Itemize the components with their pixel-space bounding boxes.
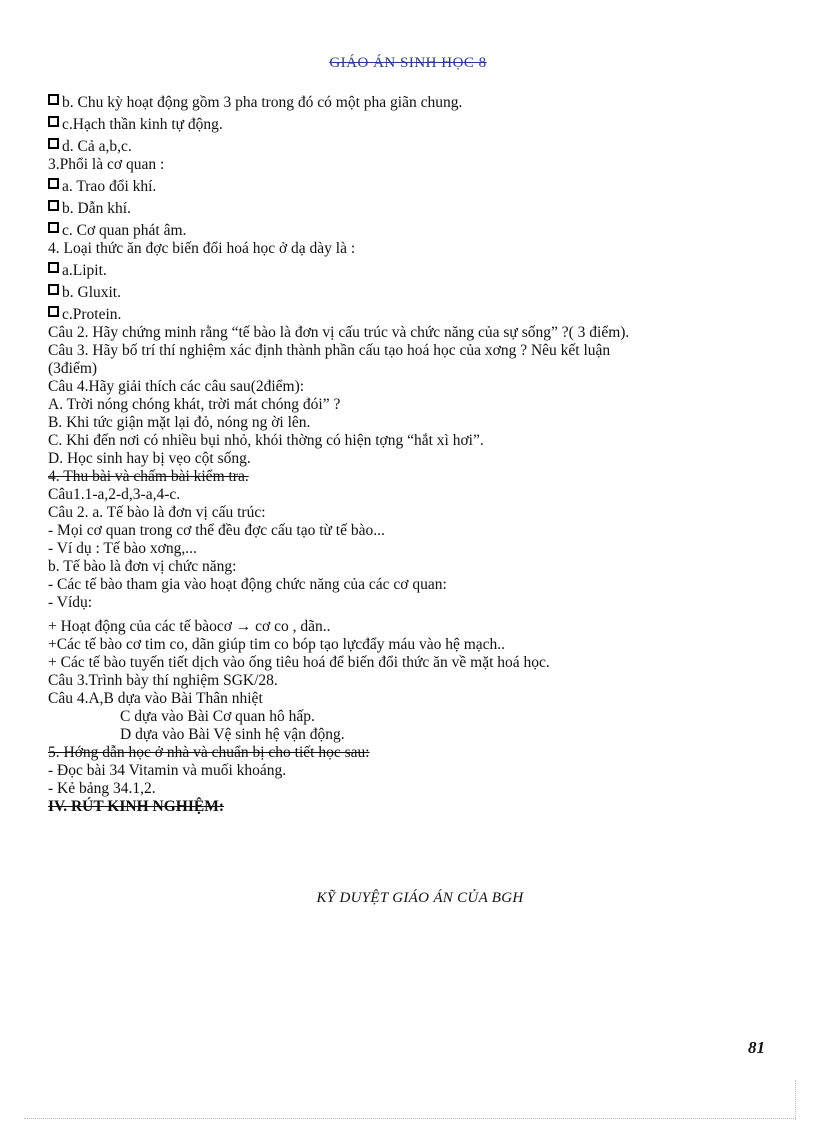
checkbox-option [48, 222, 788, 240]
line-text: b. Dẫn khí. [62, 200, 131, 217]
text-line [48, 708, 788, 726]
line-text: Câu1.1-a,2-d,3-a,4-c. [48, 486, 181, 503]
document-body [48, 90, 788, 816]
checkbox-icon [48, 306, 59, 317]
line-text: +Các tế bào cơ tim co, dãn giúp tim co bóp tạo lựcđẩy máu vào hệ mạch.. [48, 636, 506, 653]
text-line [48, 450, 788, 468]
line-text: D. Học sinh hay bị vẹo cột sống. [48, 450, 251, 467]
line-text: C. Khi đến nơi có nhiều bụi nhỏ, khói thờng có hiện tợng “hắt xì hơi”. [48, 432, 484, 449]
page-border-bottom [24, 1118, 796, 1119]
checkbox-icon [48, 262, 59, 273]
checkbox-option [48, 94, 788, 112]
text-line [48, 414, 788, 432]
text-line [48, 156, 788, 174]
checkbox-icon [48, 138, 59, 149]
line-text: D dựa vào Bài Vệ sinh hệ vận động. [120, 726, 345, 743]
line-text: Câu 3. Hãy bố trí thí nghiệm xác định thành phần cấu tạo hoá học của xơng ? Nêu kết luận [48, 342, 611, 359]
line-text: A. Trời nóng chóng khát, trời mát chóng đói” ? [48, 396, 341, 413]
text-line [48, 672, 788, 690]
line-text: - Ví dụ : Tế bào xơng,... [48, 540, 197, 557]
checkbox-icon [48, 284, 59, 295]
checkbox-icon [48, 200, 59, 211]
checkbox-icon [48, 116, 59, 127]
text-line [48, 342, 788, 360]
line-text: 4. Thu bài và chấm bài kiểm tra. [48, 468, 249, 485]
text-line [48, 240, 788, 258]
checkbox-option [48, 178, 788, 196]
text-line [48, 360, 788, 378]
line-text: B. Khi tức giận mặt lại đỏ, nóng ng ời lên. [48, 414, 311, 431]
checkbox-option [48, 138, 788, 156]
checkbox-icon [48, 178, 59, 189]
line-text: a.Lipit. [62, 262, 107, 279]
checkbox-option [48, 116, 788, 134]
line-text: 5. Hớng dẫn học ở nhà và chuẩn bị cho tiết học sau: [48, 744, 370, 761]
text-line [48, 396, 788, 414]
text-line [48, 432, 788, 450]
line-text: - Kẻ bảng 34.1,2. [48, 780, 156, 797]
line-text: + Hoạt động của các tế bàocơ → cơ co , dãn.. [48, 618, 331, 635]
checkbox-option [48, 262, 788, 280]
text-line [48, 654, 788, 672]
line-text: - Mọi cơ quan trong cơ thể đều đợc cấu tạo từ tế bào... [48, 522, 385, 539]
text-line [48, 594, 788, 612]
line-text: 3.Phổi là cơ quan : [48, 156, 165, 173]
line-text: c. Cơ quan phát âm. [62, 222, 187, 239]
checkbox-option [48, 284, 788, 302]
line-text: d. Cả a,b,c. [62, 138, 132, 155]
line-text: b. Chu kỳ hoạt động gồm 3 pha trong đó có một pha giãn chung. [62, 94, 463, 111]
checkbox-icon [48, 222, 59, 233]
approval-signature-label: KỸ DUYỆT GIÁO ÁN CỦA BGH [316, 890, 524, 906]
line-text: + Các tế bào tuyến tiết dịch vào ống tiêu hoá để biến đổi thức ăn về mặt hoá học. [48, 654, 550, 671]
text-line [48, 618, 788, 636]
line-text: Câu 3.Trình bày thí nghiệm SGK/28. [48, 672, 278, 689]
line-text: C dựa vào Bài Cơ quan hô hấp. [120, 708, 315, 725]
page-border-right [795, 1080, 796, 1120]
page-header: GIÁO ÁN SINH HỌC 8 [329, 55, 487, 71]
text-line [48, 636, 788, 654]
text-line [48, 576, 788, 594]
line-text: (3điểm) [48, 360, 98, 377]
text-line [48, 798, 788, 816]
line-text: c.Protein. [62, 306, 122, 323]
text-line [48, 522, 788, 540]
line-text: - Vídụ: [48, 594, 93, 611]
line-text: - Các tế bào tham gia vào hoạt động chức năng của các cơ quan: [48, 576, 447, 593]
line-text: Câu 2. a. Tế bào là đơn vị cấu trúc: [48, 504, 266, 521]
line-text: IV. RÚT KINH NGHIỆM: [48, 798, 224, 815]
text-line [48, 780, 788, 798]
line-text: - Đọc bài 34 Vitamin và muối khoáng. [48, 762, 287, 779]
text-line [48, 540, 788, 558]
text-line [48, 324, 788, 342]
text-line [48, 486, 788, 504]
line-text: b. Tế bào là đơn vị chức năng: [48, 558, 237, 575]
text-line [48, 762, 788, 780]
text-line [48, 504, 788, 522]
page-number: 81 [748, 1038, 765, 1057]
text-line [48, 558, 788, 576]
checkbox-option [48, 200, 788, 218]
text-line [48, 690, 788, 708]
text-line [48, 468, 788, 486]
line-text: 4. Loại thức ăn đợc biến đổi hoá học ở dạ dày là : [48, 240, 356, 257]
line-text: c.Hạch thần kinh tự động. [62, 116, 223, 133]
checkbox-option [48, 306, 788, 324]
text-line [48, 744, 788, 762]
line-text: a. Trao đổi khí. [62, 178, 157, 195]
text-line [48, 378, 788, 396]
text-line [48, 726, 788, 744]
line-text: Câu 2. Hãy chứng minh rằng “tế bào là đơn vị cấu trúc và chức năng của sự sống” ?( 3 điểm). [48, 324, 630, 341]
line-text: Câu 4.Hãy giải thích các câu sau(2điểm): [48, 378, 305, 395]
line-text: b. Gluxit. [62, 284, 121, 301]
line-text: Câu 4.A,B dựa vào Bài Thân nhiệt [48, 690, 263, 707]
checkbox-icon [48, 94, 59, 105]
